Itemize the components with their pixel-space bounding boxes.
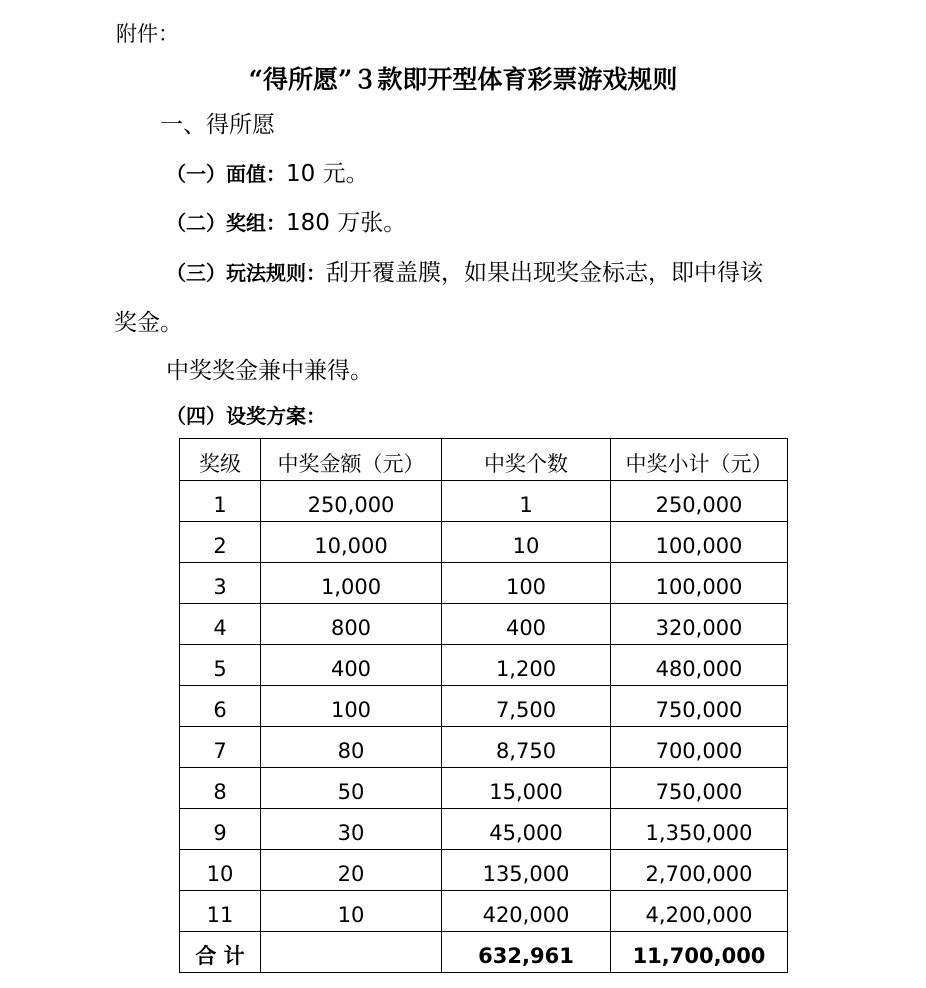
table-row (180, 686, 788, 727)
play-rules-line (166, 254, 763, 287)
table-header-row (180, 439, 788, 481)
cell-count: 45,000 (442, 809, 611, 850)
table-row (180, 850, 788, 891)
cell-amount: 50 (261, 768, 442, 809)
cell-level: 4 (180, 604, 261, 645)
cell-subtotal: 1,350,000 (611, 809, 788, 850)
cell-count: 420,000 (442, 891, 611, 932)
table-row (180, 604, 788, 645)
play-rules-continuation: 奖金。 (114, 310, 183, 336)
total-amount-empty (261, 932, 442, 973)
combine-note: 中奖奖金兼中兼得。 (166, 358, 373, 384)
cell-amount: 20 (261, 850, 442, 891)
cell-subtotal: 250,000 (611, 481, 788, 522)
table-row (180, 522, 788, 563)
prize-scheme-line (166, 400, 326, 429)
table-row (180, 727, 788, 768)
table-row (180, 809, 788, 850)
cell-level: 11 (180, 891, 261, 932)
attachment-label: 附件： (116, 22, 179, 46)
cell-subtotal: 750,000 (611, 768, 788, 809)
cell-amount: 1,000 (261, 563, 442, 604)
cell-count: 1,200 (442, 645, 611, 686)
cell-amount: 10,000 (261, 522, 442, 563)
cell-subtotal: 700,000 (611, 727, 788, 768)
cell-count: 10 (442, 522, 611, 563)
table-row (180, 645, 788, 686)
header-prize-subtotal: 中奖小计（元） (611, 439, 788, 481)
cell-level: 10 (180, 850, 261, 891)
cell-level: 6 (180, 686, 261, 727)
table-row (180, 891, 788, 932)
face-value-label: （一）面值： (166, 162, 286, 186)
cell-amount: 30 (261, 809, 442, 850)
prize-scheme-label: （四）设奖方案： (166, 404, 326, 428)
header-prize-amount: 中奖金额（元） (261, 439, 442, 481)
cell-level: 9 (180, 809, 261, 850)
cell-count: 15,000 (442, 768, 611, 809)
cell-amount: 100 (261, 686, 442, 727)
face-value-line (166, 155, 369, 188)
cell-level: 7 (180, 727, 261, 768)
cell-level: 1 (180, 481, 261, 522)
prize-group-text: 180 万张。 (286, 210, 407, 236)
table-row (180, 563, 788, 604)
cell-count: 400 (442, 604, 611, 645)
cell-subtotal: 2,700,000 (611, 850, 788, 891)
cell-subtotal: 480,000 (611, 645, 788, 686)
prize-table (179, 438, 788, 973)
cell-count: 7,500 (442, 686, 611, 727)
cell-count: 1 (442, 481, 611, 522)
cell-amount: 80 (261, 727, 442, 768)
table-row (180, 481, 788, 522)
header-prize-level: 奖级 (180, 439, 261, 481)
cell-subtotal: 100,000 (611, 563, 788, 604)
cell-count: 100 (442, 563, 611, 604)
cell-count: 135,000 (442, 850, 611, 891)
cell-subtotal: 4,200,000 (611, 891, 788, 932)
cell-subtotal: 320,000 (611, 604, 788, 645)
cell-level: 5 (180, 645, 261, 686)
face-value-text: 10 元。 (286, 161, 369, 187)
cell-level: 8 (180, 768, 261, 809)
play-rules-text: 刮开覆盖膜，如果出现奖金标志，即中得该 (326, 260, 763, 286)
cell-amount: 400 (261, 645, 442, 686)
total-label: 合 计 (180, 932, 261, 973)
total-count: 632,961 (442, 932, 611, 973)
cell-count: 8,750 (442, 727, 611, 768)
table-row (180, 768, 788, 809)
cell-level: 2 (180, 522, 261, 563)
document-title: “得所愿”３款即开型体育彩票游戏规则 (248, 65, 678, 94)
cell-level: 3 (180, 563, 261, 604)
cell-amount: 250,000 (261, 481, 442, 522)
header-prize-count: 中奖个数 (442, 439, 611, 481)
total-subtotal: 11,700,000 (611, 932, 788, 973)
cell-subtotal: 750,000 (611, 686, 788, 727)
section-heading: 一、得所愿 (160, 112, 275, 138)
cell-amount: 800 (261, 604, 442, 645)
cell-subtotal: 100,000 (611, 522, 788, 563)
table-total-row (180, 932, 788, 973)
play-rules-label: （三）玩法规则： (166, 261, 326, 285)
cell-amount: 10 (261, 891, 442, 932)
prize-group-label: （二）奖组： (166, 211, 286, 235)
prize-group-line (166, 204, 406, 237)
